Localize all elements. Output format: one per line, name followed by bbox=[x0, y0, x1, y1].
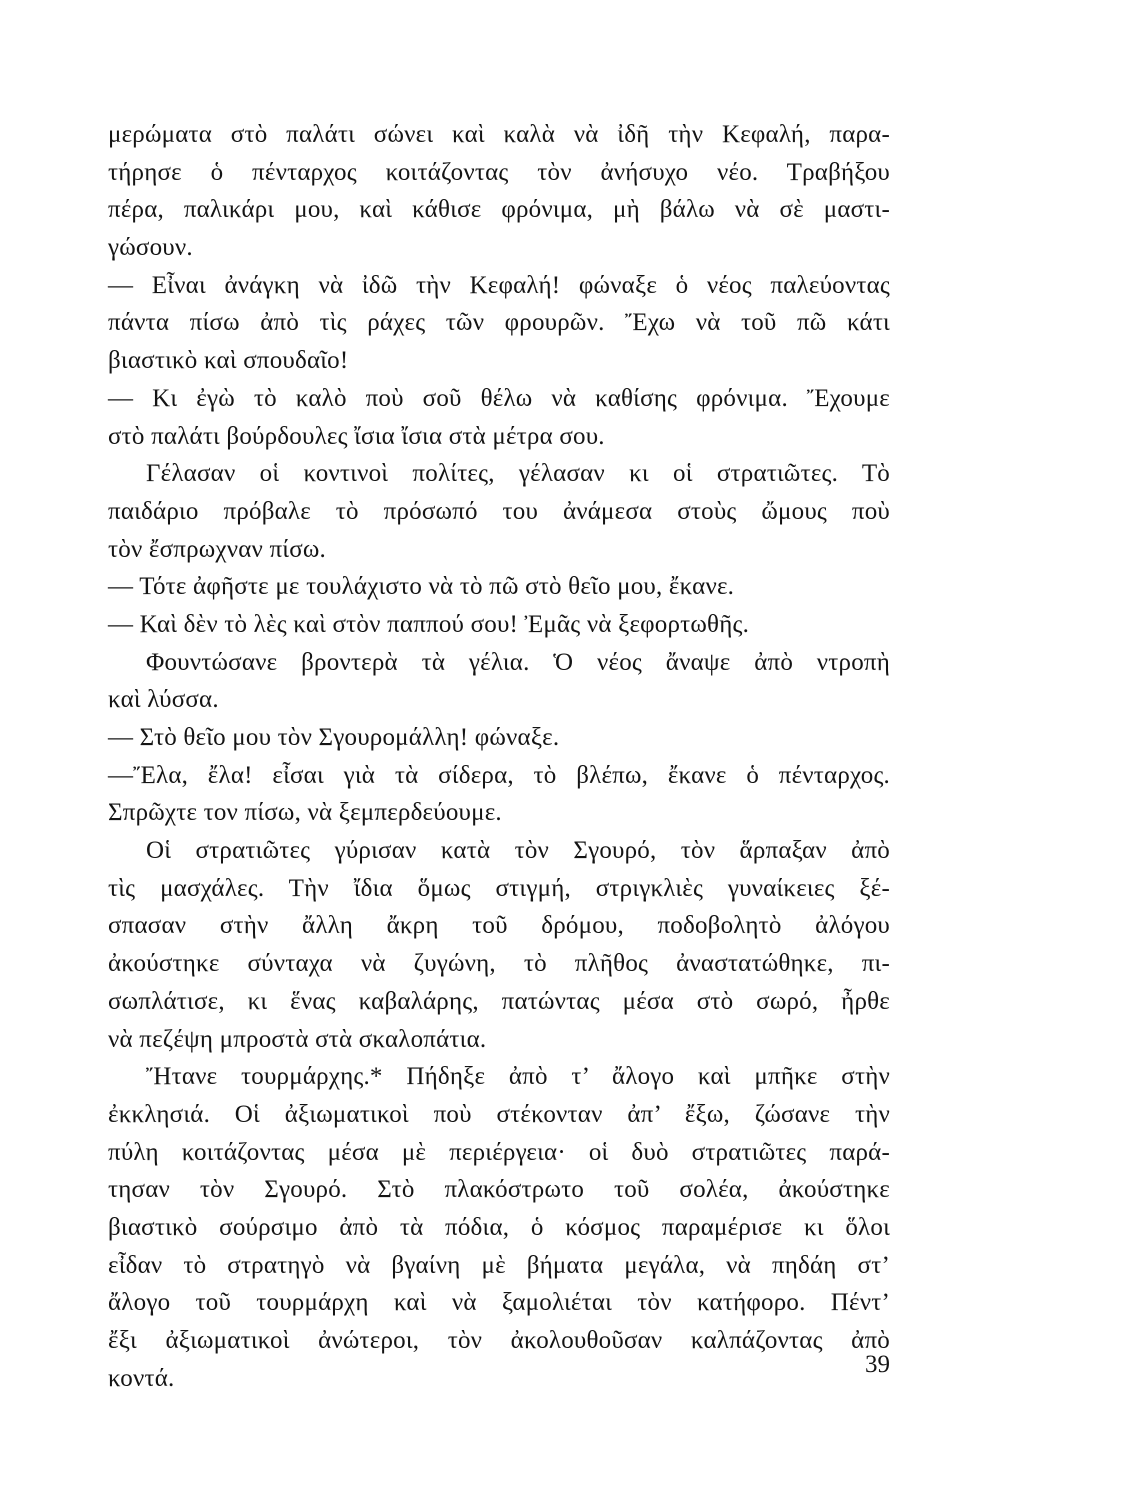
text-line: ἀκούστηκε σύνταχα νὰ ζυγώνη, τὸ πλῆθος ἀναστατώθηκε, πι- bbox=[108, 950, 890, 978]
page-number: 39 bbox=[865, 1351, 890, 1378]
text-line: σπασαν στὴν ἄλλη ἄκρη τοῦ δρόμου, ποδοβολητὸ ἀλόγου bbox=[108, 912, 890, 940]
text-line: — Καὶ δὲν τὸ λὲς καὶ στὸν παππού σου! Ἐμᾶς νὰ ξεφορτωθῆς. bbox=[108, 610, 750, 638]
text-line: πάντα πίσω ἀπὸ τὶς ράχες τῶν φρουρῶν. Ἔχω νὰ τοῦ πῶ κάτι bbox=[108, 309, 890, 337]
text-line: πύλη κοιτάζοντας μέσα μὲ περιέργεια· οἱ δυὸ στρατιῶτες παρά- bbox=[108, 1138, 890, 1166]
text-line: —Ἔλα, ἔλα! εἶσαι γιὰ τὰ σίδερα, τὸ βλέπω, ἔκανε ὁ πένταρχος. bbox=[108, 761, 890, 789]
text-line: νὰ πεζέψη μπροστὰ στὰ σκαλοπάτια. bbox=[108, 1025, 487, 1053]
text-line: ἔξι ἀξιωματικοὶ ἀνώτεροι, τὸν ἀκολουθοῦσαν καλπάζοντας ἀπὸ bbox=[108, 1327, 890, 1354]
body-text bbox=[108, 116, 890, 1397]
text-line: τὸν ἔσπρωχναν πίσω. bbox=[108, 535, 327, 563]
text-line: τησαν τὸν Σγουρό. Στὸ πλακόστρωτο τοῦ σολέα, ἀκούστηκε bbox=[108, 1176, 890, 1204]
text-line: Ἤτανε τουρμάρχης.* Πήδηξε ἀπὸ τ’ ἄλογο καὶ μπῆκε στὴν bbox=[146, 1063, 890, 1091]
text-line: — Εἶναι ἀνάγκη νὰ ἰδῶ τὴν Κεφαλή! φώναξε ὁ νέος παλεύοντας bbox=[108, 271, 890, 299]
text-line: εἶδαν τὸ στρατηγὸ νὰ βγαίνη μὲ βήματα μεγάλα, νὰ πηδάη στ’ bbox=[108, 1251, 890, 1279]
text-line: γώσουν. bbox=[108, 234, 193, 262]
text-line: σωπλάτισε, κι ἕνας καβαλάρης, πατώντας μέσα στὸ σωρό, ἦρθε bbox=[108, 987, 890, 1015]
text-line: παιδάριο πρόβαλε τὸ πρόσωπό του ἀνάμεσα στοὺς ὤμους ποὺ bbox=[108, 497, 890, 525]
text-line: — Στὸ θεῖο μου τὸν Σγουρομάλλη! φώναξε. bbox=[108, 724, 560, 751]
text-line: Οἱ στρατιῶτες γύρισαν κατὰ τὸν Σγουρό, τὸν ἅρπαξαν ἀπὸ bbox=[146, 837, 890, 865]
text-line: — Τότε ἀφῆστε με τουλάχιστο νὰ τὸ πῶ στὸ θεῖο μου, ἔκανε. bbox=[108, 573, 735, 601]
text-line: βιαστικὸ καὶ σπουδαῖο! bbox=[108, 347, 349, 375]
text-line: πέρα, παλικάρι μου, καὶ κάθισε φρόνιμα, μὴ βάλω νὰ σὲ μαστι- bbox=[108, 196, 890, 224]
text-line: Γέλασαν οἱ κοντινοὶ πολίτες, γέλασαν κι οἱ στρατιῶτες. Τὸ bbox=[146, 460, 890, 488]
text-line: βιαστικὸ σούρσιμο ἀπὸ τὰ πόδια, ὁ κόσμος παραμέρισε κι ὅλοι bbox=[108, 1213, 890, 1241]
text-line: κοντά. bbox=[108, 1364, 175, 1392]
text-line: καὶ λύσσα. bbox=[108, 686, 219, 714]
text-line: Σπρῶχτε τον πίσω, νὰ ξεμπερδεύουμε. bbox=[108, 799, 502, 827]
text-line: Φουντώσανε βροντερὰ τὰ γέλια. Ὁ νέος ἄναψε ἀπὸ ντροπὴ bbox=[146, 648, 890, 676]
text-line: τὶς μασχάλες. Τὴν ἴδια ὅμως στιγμή, στριγκλιὲς γυναίκειες ξέ- bbox=[108, 874, 890, 902]
text-line: ἄλογο τοῦ τουρμάρχη καὶ νὰ ξαμολιέται τὸν κατήφορο. Πέντ’ bbox=[108, 1289, 890, 1317]
text-line: τήρησε ὁ πένταρχος κοιτάζοντας τὸν ἀνήσυχο νέο. Τραβήξου bbox=[108, 158, 890, 186]
text-line: ἐκκλησιά. Οἱ ἀξιωματικοὶ ποὺ στέκονταν ἀπ’ ἔξω, ζώσανε τὴν bbox=[108, 1100, 890, 1128]
text-line: — Κι ἐγὼ τὸ καλὸ ποὺ σοῦ θέλω νὰ καθίσης φρόνιμα. Ἔχουμε bbox=[108, 384, 890, 412]
text-line: μερώματα στὸ παλάτι σώνει καὶ καλὰ νὰ ἰδῆ τὴν Κεφαλή, παρα- bbox=[108, 121, 890, 148]
text-line: στὸ παλάτι βούρδουλες ἴσια ἴσια στὰ μέτρα σου. bbox=[108, 422, 605, 450]
